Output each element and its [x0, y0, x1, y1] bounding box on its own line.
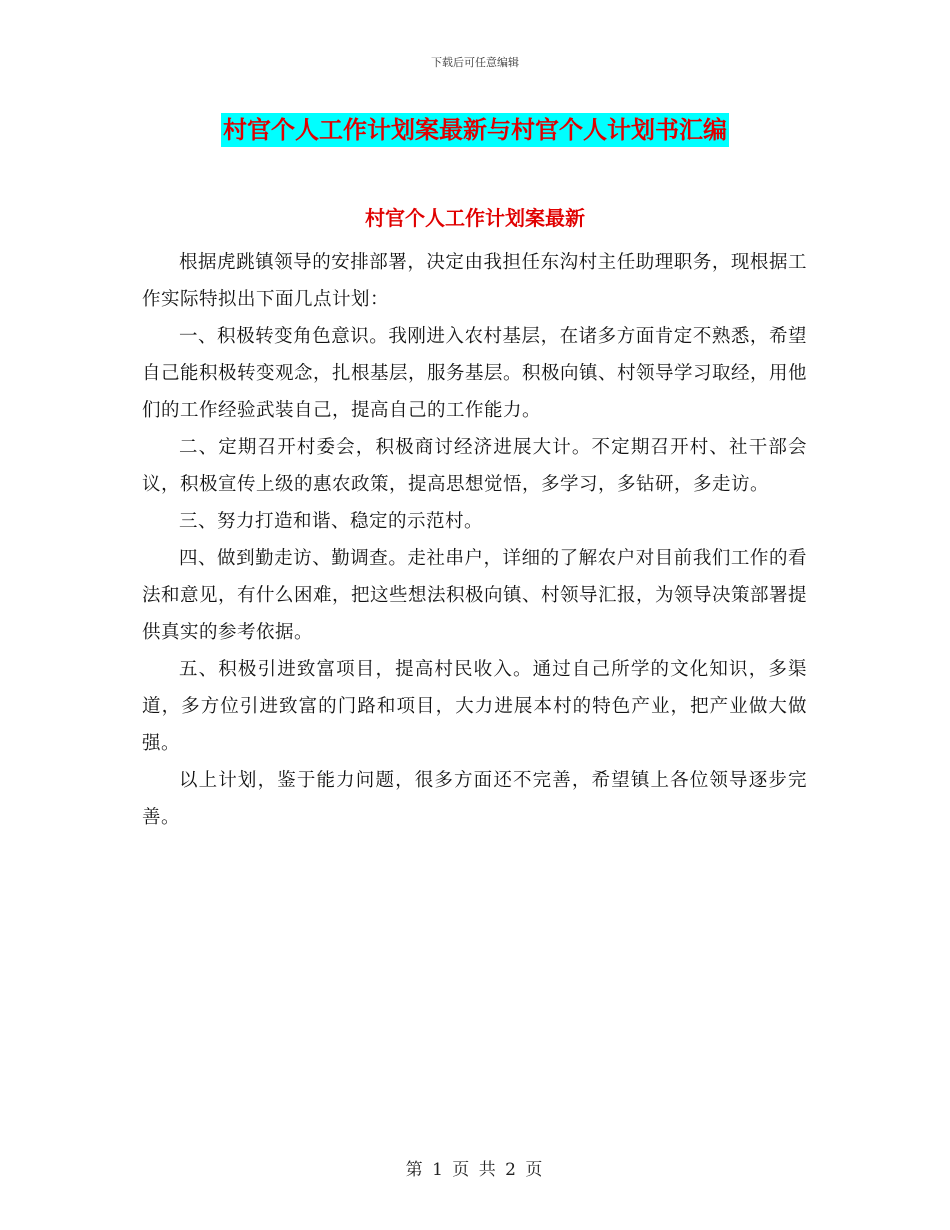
main-title: 村官个人工作计划案最新与村官个人计划书汇编	[221, 113, 729, 147]
paragraph-1: 一、积极转变角色意识。我刚进入农村基层，在诸多方面肯定不熟悉，希望自己能积极转变观念，扎根基层，服务基层。积极向镇、村领导学习取经，用他们的工作经验武装自己，提高自己的工作能力。	[142, 326, 808, 421]
paragraph-closing: 以上计划，鉴于能力问题，很多方面还不完善，希望镇上各位领导逐步完善。	[142, 770, 807, 828]
section-title: 村官个人工作计划案最新	[365, 206, 585, 230]
header-note: 下载后可任意编辑	[431, 56, 519, 69]
paragraph-3: 三、努力打造和谐、稳定的示范村。	[179, 511, 484, 532]
paragraph-4: 四、做到勤走访、勤调查。走社串户，详细的了解农户对目前我们工作的看法和意见，有什么困难，把这些想法积极向镇、村领导汇报，为领导决策部署提供真实的参考依据。	[142, 548, 808, 643]
document-body	[142, 244, 807, 836]
main-title-wrap	[0, 113, 950, 147]
paragraph-5: 五、积极引进致富项目，提高村民收入。通过自己所学的文化知识，多渠道，多方位引进致富的门路和项目，大力进展本村的特色产业，把产业做大做强。	[142, 659, 807, 754]
paragraph-2: 二、定期召开村委会，积极商讨经济进展大计。不定期召开村、社干部会议，积极宣传上级的惠农政策，提高思想觉悟，多学习，多钻研，多走访。	[142, 437, 807, 495]
page-footer: 第 1 页 共 2 页	[405, 1160, 545, 1180]
paragraph-intro: 根据虎跳镇领导的安排部署，决定由我担任东沟村主任助理职务，现根据工作实际特拟出下面几点计划：	[142, 252, 807, 310]
